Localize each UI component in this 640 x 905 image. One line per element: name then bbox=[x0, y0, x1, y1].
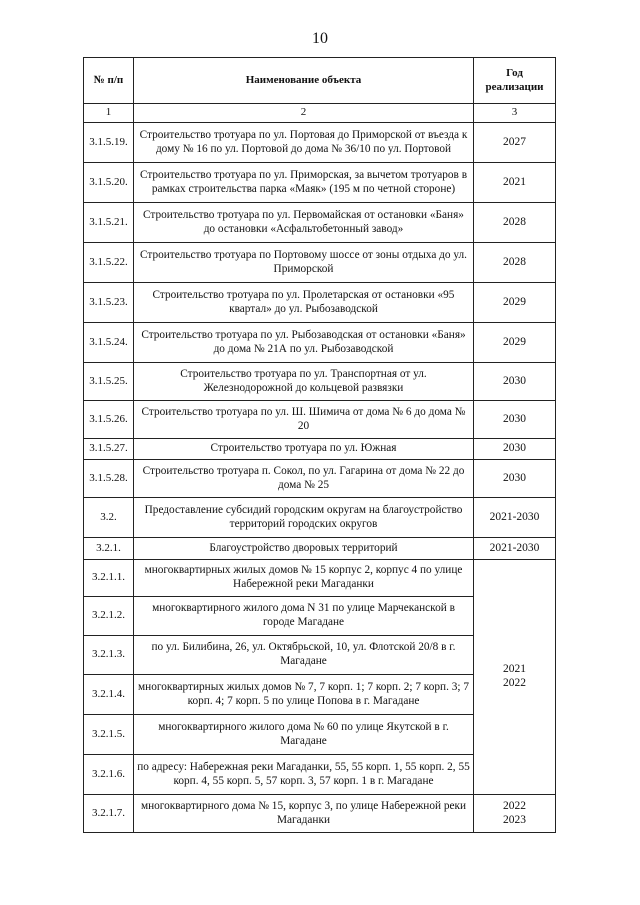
table-row bbox=[84, 203, 556, 243]
numbering-c2: 2 bbox=[134, 104, 474, 123]
row-year: 2021 bbox=[474, 163, 556, 203]
row-num: 3.2.1.3. bbox=[84, 636, 134, 675]
row-num: 3.1.5.23. bbox=[84, 283, 134, 323]
row-name: Строительство тротуара по ул. Рыбозаводская от остановки «Баня» до дома № 21А по ул. Рыбозаводской bbox=[134, 323, 474, 363]
row-name: по адресу: Набережная реки Магаданки, 55, 55 корп. 1, 55 корп. 2, 55 корп. 4, 55 корп. 5, 57 корп. 3, 57 корп. 1 в г. Магадане bbox=[134, 755, 474, 795]
numbering-row bbox=[84, 104, 556, 123]
row-num: 3.1.5.28. bbox=[84, 460, 134, 498]
numbering-c3: 3 bbox=[474, 104, 556, 123]
row-year: 2021-2030 bbox=[474, 498, 556, 538]
row-year: 2028 bbox=[474, 243, 556, 283]
row-num: 3.2.1.1. bbox=[84, 560, 134, 597]
row-name: многоквартирного жилого дома № 60 по улице Якутской в г. Магадане bbox=[134, 715, 474, 755]
row-name: Строительство тротуара по ул. Портовая до Приморской от въезда к дому № 16 по ул. Портовой до дома № 36/10 по ул. Портовой bbox=[134, 123, 474, 163]
table-row bbox=[84, 363, 556, 401]
table-row bbox=[84, 439, 556, 460]
objects-table bbox=[83, 57, 556, 833]
table-row bbox=[84, 498, 556, 538]
row-year: 2029 bbox=[474, 283, 556, 323]
row-num: 3.2.1.2. bbox=[84, 597, 134, 636]
row-name: Строительство тротуара по ул. Ш. Шимича от дома № 6 до дома № 20 bbox=[134, 401, 474, 439]
row-name: многоквартирных жилых домов № 7, 7 корп. 1; 7 корп. 2; 7 корп. 3; 7 корп. 4; 7 корп. 5 по улице Попова в г. Магадане bbox=[134, 675, 474, 715]
row-name: многоквартирного жилого дома N 31 по улице Марчеканской в городе Магадане bbox=[134, 597, 474, 636]
row-name: Строительство тротуара по ул. Транспортная от ул. Железнодорожной до кольцевой развязки bbox=[134, 363, 474, 401]
merged-year-line2: 2022 bbox=[503, 677, 526, 689]
row-year: 2030 bbox=[474, 363, 556, 401]
row-num: 3.1.5.25. bbox=[84, 363, 134, 401]
row-num: 3.2. bbox=[84, 498, 134, 538]
last-year-line2: 2023 bbox=[503, 813, 526, 826]
row-name: Строительство тротуара по ул. Пролетарская от остановки «95 квартал» до ул. Рыбозаводской bbox=[134, 283, 474, 323]
row-year: 2030 bbox=[474, 439, 556, 460]
row-num: 3.1.5.19. bbox=[84, 123, 134, 163]
table-header bbox=[84, 58, 556, 104]
row-name: Строительство тротуара по ул. Приморская, за вычетом тротуаров в рамках строительства парка «Маяк» (195 м по четной стороне) bbox=[134, 163, 474, 203]
row-year bbox=[474, 795, 556, 833]
header-num: № п/п bbox=[84, 58, 134, 104]
row-name: Строительство тротуара по ул. Первомайская от остановки «Баня» до остановки «Асфальтобетонный завод» bbox=[134, 203, 474, 243]
row-name: по ул. Билибина, 26, ул. Октябрьской, 10, ул. Флотской 20/8 в г. Магадане bbox=[134, 636, 474, 675]
row-num: 3.2.1.7. bbox=[84, 795, 134, 833]
row-year: 2029 bbox=[474, 323, 556, 363]
row-num: 3.2.1. bbox=[84, 538, 134, 560]
table-row bbox=[84, 323, 556, 363]
table-row bbox=[84, 123, 556, 163]
row-num: 3.1.5.24. bbox=[84, 323, 134, 363]
last-year-line1: 2022 bbox=[503, 799, 526, 812]
merged-year-line1: 2021 bbox=[503, 663, 526, 676]
numbering-c1: 1 bbox=[84, 104, 134, 123]
row-num: 3.1.5.27. bbox=[84, 439, 134, 460]
table-row bbox=[84, 243, 556, 283]
page-number: 10 bbox=[312, 30, 328, 47]
row-year: 2030 bbox=[474, 401, 556, 439]
row-num: 3.1.5.20. bbox=[84, 163, 134, 203]
table-row bbox=[84, 560, 556, 597]
row-name: многоквартирного дома № 15, корпус 3, по улице Набережной реки Магаданки bbox=[134, 795, 474, 833]
row-year: 2030 bbox=[474, 460, 556, 498]
table-row bbox=[84, 163, 556, 203]
row-name: многоквартирных жилых домов № 15 корпус 2, корпус 4 по улице Набережной реки Магаданки bbox=[134, 560, 474, 597]
row-num: 3.1.5.26. bbox=[84, 401, 134, 439]
row-num: 3.2.1.6. bbox=[84, 755, 134, 795]
row-name: Строительство тротуара по Портовому шоссе от зоны отдыха до ул. Приморской bbox=[134, 243, 474, 283]
row-year: 2021-2030 bbox=[474, 538, 556, 560]
header-name: Наименование объекта bbox=[134, 58, 474, 104]
row-name: Строительство тротуара п. Сокол, по ул. Гагарина от дома № 22 до дома № 25 bbox=[134, 460, 474, 498]
row-name: Строительство тротуара по ул. Южная bbox=[134, 439, 474, 460]
row-num: 3.1.5.22. bbox=[84, 243, 134, 283]
row-num: 3.1.5.21. bbox=[84, 203, 134, 243]
merged-year-cell bbox=[474, 560, 556, 795]
table-row bbox=[84, 401, 556, 439]
row-num: 3.2.1.5. bbox=[84, 715, 134, 755]
table-row bbox=[84, 795, 556, 833]
table-row bbox=[84, 460, 556, 498]
row-year: 2028 bbox=[474, 203, 556, 243]
row-num: 3.2.1.4. bbox=[84, 675, 134, 715]
header-year: Год реализации bbox=[474, 58, 556, 104]
row-name: Благоустройство дворовых территорий bbox=[134, 538, 474, 560]
row-name: Предоставление субсидий городским округам на благоустройство территорий городских округов bbox=[134, 498, 474, 538]
table-row bbox=[84, 538, 556, 560]
table-row bbox=[84, 283, 556, 323]
row-year: 2027 bbox=[474, 123, 556, 163]
